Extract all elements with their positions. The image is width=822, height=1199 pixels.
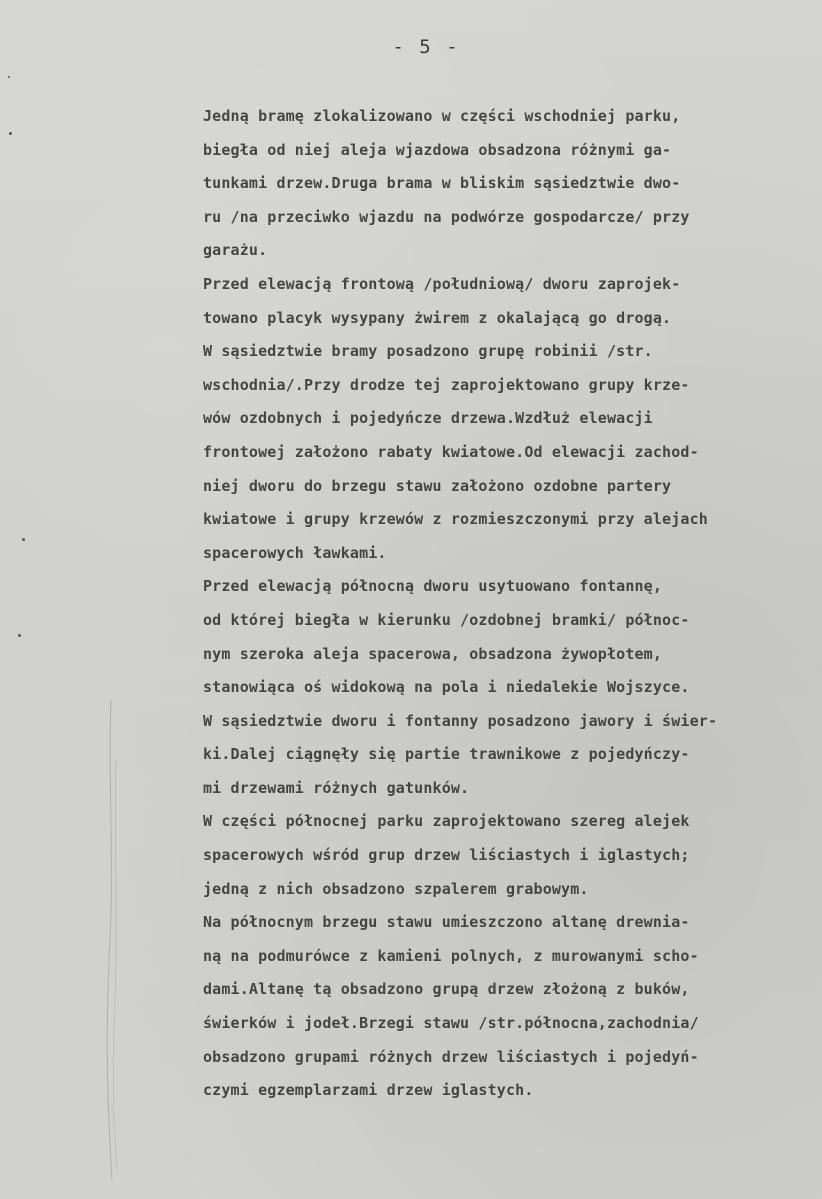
text-line: spacerowych ławkami. — [203, 543, 387, 562]
text-line: Na północnym brzegu stawu umieszczono altanę drewnia- — [203, 913, 690, 932]
text-line: jedną z nich obsadzono szpalerem grabowym. — [203, 879, 589, 898]
text-line: stanowiąca oś widokową na pola i niedalekie Wojszyce. — [203, 678, 690, 697]
text-line: ną na podmurówce z kamieni polnych, z murowanymi scho- — [203, 946, 699, 965]
text-line: od której biegła w kierunku /ozdobnej bramki/ północ- — [203, 610, 690, 629]
text-line: wschodnia/.Przy drodze tej zaprojektowano grupy krze- — [203, 375, 690, 394]
text-line: mi drzewami różnych gatunków. — [203, 778, 470, 797]
text-line: frontowej założono rabaty kwiatowe.Od elewacji zachod- — [203, 442, 699, 461]
text-line: W sąsiedztwie dworu i fontanny posadzono jawory i świer- — [203, 711, 718, 730]
text-line: biegła od niej aleja wjazdowa obsadzona różnymi ga- — [203, 140, 672, 159]
text-line: W części północnej parku zaprojektowano szereg alejek — [203, 812, 690, 831]
paper-speck — [9, 132, 12, 135]
text-line: czymi egzemplarzami drzew iglastych. — [203, 1081, 534, 1100]
paper-speck — [8, 76, 10, 78]
text-line: Przed elewacją północną dworu usytuowano fontannę, — [203, 577, 663, 596]
text-line: wów ozdobnych i pojedyńcze drzewa.Wzdłuż elewacji — [203, 409, 653, 428]
paper-crease — [96, 700, 126, 1180]
text-line: tunkami drzew.Druga brama w bliskim sąsiedztwie dwo- — [203, 174, 681, 193]
text-line: obsadzono grupami różnych drzew liściastych i pojedyń- — [203, 1047, 699, 1066]
typed-text-body — [203, 100, 793, 1108]
text-line: ru /na przeciwko wjazdu na podwórze gospodarcze/ przy — [203, 207, 690, 226]
text-line: ki.Dalej ciągnęły się partie trawnikowe z pojedyńczy- — [203, 745, 690, 764]
paper-speck — [18, 634, 21, 637]
text-line: świerków i jodeł.Brzegi stawu /str.północna,zachodnia/ — [203, 1014, 699, 1033]
text-line: towano placyk wysypany żwirem z okalającą go drogą. — [203, 308, 672, 327]
text-line: Przed elewacją frontową /południową/ dworu zaprojek- — [203, 274, 681, 293]
paper-speck — [22, 538, 25, 541]
text-line: W sąsiedztwie bramy posadzono grupę robinii /str. — [203, 342, 653, 361]
text-line: spacerowych wśród grup drzew liściastych i iglastych; — [203, 846, 690, 865]
text-line: dami.Altanę tą obsadzono grupą drzew złożoną z buków, — [203, 980, 690, 999]
text-line: Jedną bramę zlokalizowano w części wschodniej parku, — [203, 107, 681, 125]
text-line: nym szeroka aleja spacerowa, obsadzona żywopłotem, — [203, 644, 663, 663]
text-line: garażu. — [203, 241, 268, 260]
text-line: niej dworu do brzegu stawu założono ozdobne partery — [203, 476, 672, 495]
text-line: kwiatowe i grupy krzewów z rozmieszczonymi przy alejach — [203, 510, 708, 529]
page-number: - 5 - — [392, 36, 460, 58]
